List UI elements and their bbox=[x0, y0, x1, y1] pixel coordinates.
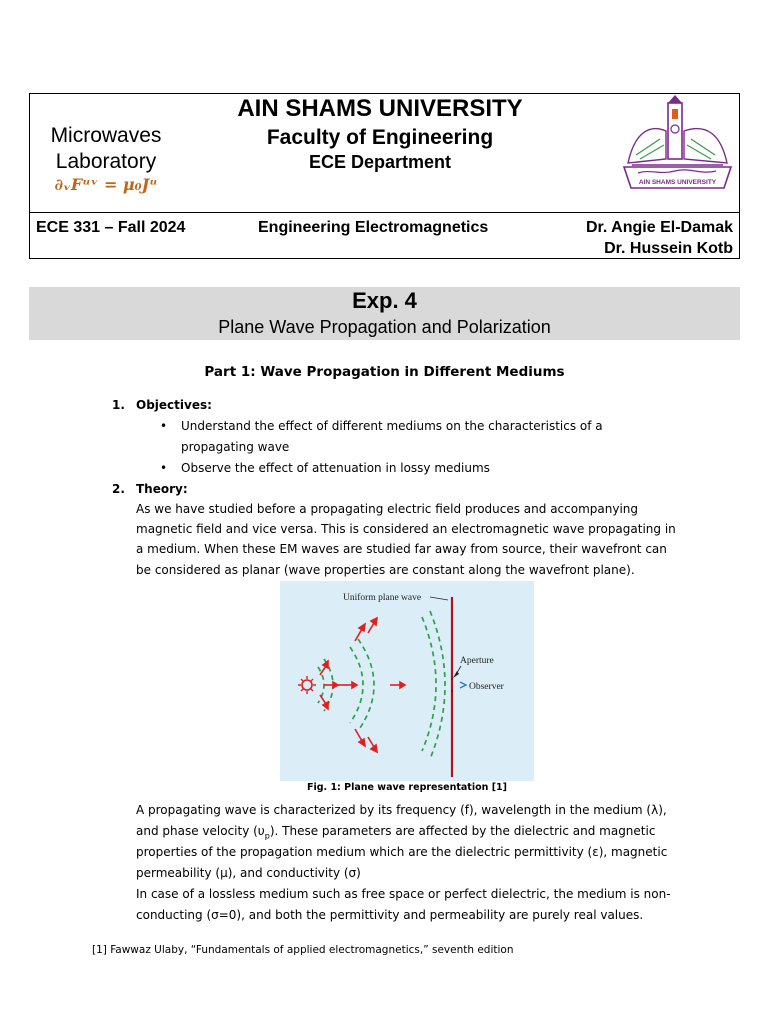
objectives-heading: Objectives: bbox=[136, 398, 212, 412]
bullet-icon: • bbox=[160, 461, 168, 475]
lab-title-line2: Laboratory bbox=[55, 150, 157, 173]
phase-velocity-subscript: p bbox=[264, 831, 270, 841]
footnote: [1] Fawwaz Ulaby, “Fundamentals of applied electromagnetics,” seventh edition bbox=[92, 944, 514, 956]
course-code: ECE 331 – Fall 2024 bbox=[36, 219, 186, 236]
theory-p2-line3: properties of the propagation medium which are the dielectric permittivity (ε), magnetic bbox=[136, 845, 668, 859]
theory-number: 2. bbox=[112, 482, 125, 496]
theory-p1-line2: magnetic field and vice versa. This is considered an electromagnetic wave propagating in bbox=[136, 522, 676, 536]
lab-title-line1: Microwaves bbox=[50, 124, 162, 147]
theory-p1-line1: As we have studied before a propagating electric field produces and accompanying bbox=[136, 502, 639, 516]
experiment-title: Exp. 4 bbox=[352, 288, 417, 313]
figure-caption: Fig. 1: Plane wave representation [1] bbox=[306, 782, 507, 793]
logo-text: AIN SHAMS UNIVERSITY bbox=[638, 179, 717, 186]
part-title: Part 1: Wave Propagation in Different Mediums bbox=[204, 364, 565, 380]
theory-heading: Theory: bbox=[136, 482, 188, 496]
experiment-subtitle: Plane Wave Propagation and Polarization bbox=[218, 317, 551, 337]
lab-equation: ∂ᵥFᵘᵛ = μ₀Jᵘ bbox=[54, 175, 158, 194]
bullet-icon: • bbox=[160, 419, 168, 433]
theory-p2-line1: A propagating wave is characterized by its frequency (f), wavelength in the medium (λ), bbox=[136, 803, 667, 817]
theory-p2-line2: and phase velocity $(\upsilon_p)$. These parameters are affected by the dielectric and magnetic bbox=[136, 824, 656, 841]
theory-p1-line3: a medium. When these EM waves are studied far away from source, their wavefront can bbox=[136, 542, 667, 556]
objective-item-1: Understand the effect of different mediums on the characteristics of a bbox=[181, 419, 603, 433]
university-logo bbox=[620, 95, 735, 191]
objective-item-2: Observe the effect of attenuation in lossy mediums bbox=[181, 461, 490, 475]
instructor-2: Dr. Hussein Kotb bbox=[604, 240, 733, 257]
label-uniform-plane-wave: Uniform plane wave bbox=[343, 593, 422, 603]
objective-item-1-cont: propagating wave bbox=[181, 440, 290, 454]
theory-p2-line4: permeability (μ), and conductivity (σ) bbox=[136, 866, 361, 880]
objectives-number: 1. bbox=[112, 398, 125, 412]
theory-p2-line5: In case of a lossless medium such as free space or perfect dielectric, the medium is non- bbox=[136, 887, 671, 901]
faculty-name: Faculty of Engineering bbox=[266, 126, 494, 149]
label-observer: Observer bbox=[469, 682, 504, 692]
logo-emblem-icon bbox=[624, 95, 731, 188]
university-name: AIN SHAMS UNIVERSITY bbox=[237, 95, 523, 122]
label-aperture: Aperture bbox=[460, 656, 494, 666]
instructor-1: Dr. Angie El-Damak bbox=[585, 219, 733, 236]
department-name: ECE Department bbox=[308, 152, 452, 172]
header-divider bbox=[29, 212, 740, 213]
plane-wave-figure bbox=[280, 581, 534, 781]
theory-p1-line4: be considered as planar (wave properties are constant along the wavefront plane). bbox=[136, 563, 635, 577]
experiment-banner bbox=[29, 287, 740, 340]
course-subject: Engineering Electromagnetics bbox=[258, 219, 489, 236]
theory-p2-line6: conducting (σ=0), and both the permittivity and permeability are purely real values. bbox=[136, 908, 644, 922]
